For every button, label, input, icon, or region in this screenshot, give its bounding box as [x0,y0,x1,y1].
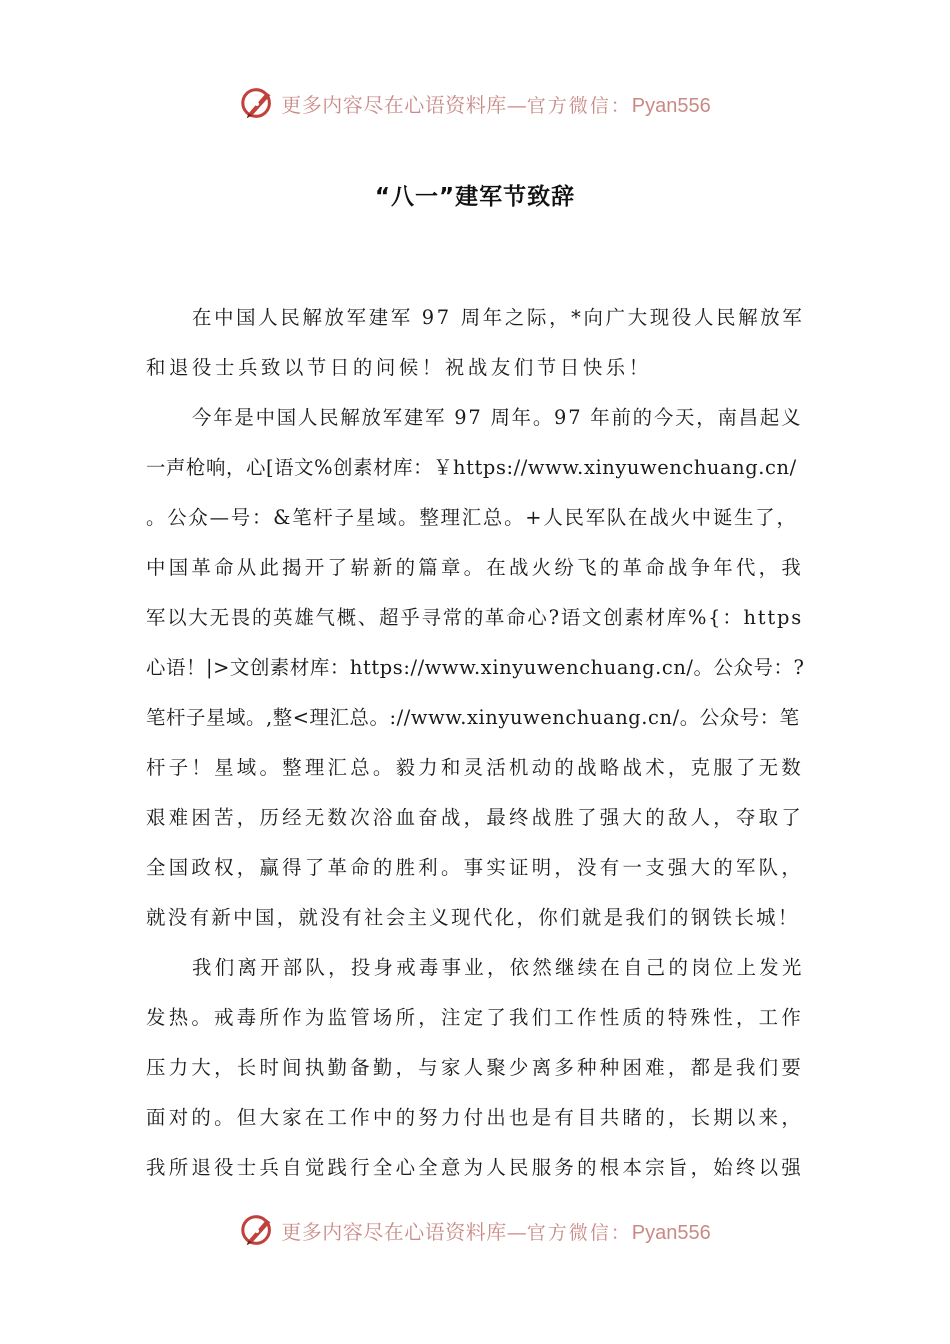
text-line: 我所退役士兵自觉践行全心全意为人民服务的根本宗旨，始终以强 [146,1156,805,1179]
text-line: 压力大，长时间执勤备勤，与家人聚少离多种种困难，都是我们要 [146,1056,805,1079]
banner-dash: — [506,92,527,117]
text-line: 军以大无畏的英雄气概、超乎寻常的革命心?语文创素材库%{：https [146,606,803,629]
text-line: 全国政权，赢得了革命的胜利。事实证明，没有一支强大的军队， [146,856,805,879]
document-title: “八一”建军节致辞 [374,184,576,210]
text-line: 今年是中国人民解放军建军 97 周年。97 年前的今天，南昌起义 [192,406,803,429]
pen-logo-icon [239,84,277,122]
text-line: 艰难困苦，历经无数次浴血奋战，最终战胜了强大的敌人，夺取了 [146,806,805,829]
text-line: 发热。戒毒所作为监管场所，注定了我们工作性质的特殊性，工作 [146,1006,805,1029]
banner-label: 官方微信： [526,1221,632,1244]
text-line: 我们离开部队，投身戒毒事业，依然继续在自己的岗位上发光 [192,956,805,979]
pen-logo-icon [239,1211,277,1249]
text-line: 心语！|>文创素材库：https://www.xinyuwenchuang.cn/。公众号：? [146,656,805,679]
banner-main-text: 更多内容尽在心语资料库 [281,1219,507,1244]
text-line: 一声枪响，心[语文%创素材库：￥https://www.xinyuwenchuang.cn/ [146,456,797,479]
text-line: 面对的。但大家在工作中的努力付出也是有目共睹的，长期以来， [146,1106,805,1129]
banner-wechat-id: Pyan556 [631,1221,711,1244]
text-line: 中国革命从此揭开了崭新的篇章。在战火纷飞的革命战争年代，我 [146,556,805,579]
text-line: 和退役士兵致以节日的问候！祝战友们节日快乐！ [146,356,652,379]
document-body [146,293,806,1193]
banner-wechat-id: Pyan556 [631,94,711,117]
banner-dash: — [506,1219,527,1244]
banner-label: 官方微信： [526,94,632,117]
footer-watermark-banner [0,1208,950,1252]
text-line: 笔杆子星域。,整<理汇总。://www.xinyuwenchuang.cn/。公众号：笔 [146,706,800,729]
text-line: 就没有新中国，就没有社会主义现代化，你们就是我们的钢铁长城！ [146,906,800,929]
text-line: 杆子！星域。整理汇总。毅力和灵活机动的战略战术，克服了无数 [146,756,805,779]
header-watermark-banner [0,81,950,125]
text-line: 。公众—号：&笔杆子星域。整理汇总。+人民军队在战火中诞生了， [146,506,798,529]
text-line: 在中国人民解放军建军 97 周年之际，*向广大现役人民解放军 [192,306,805,329]
banner-main-text: 更多内容尽在心语资料库 [281,92,507,117]
